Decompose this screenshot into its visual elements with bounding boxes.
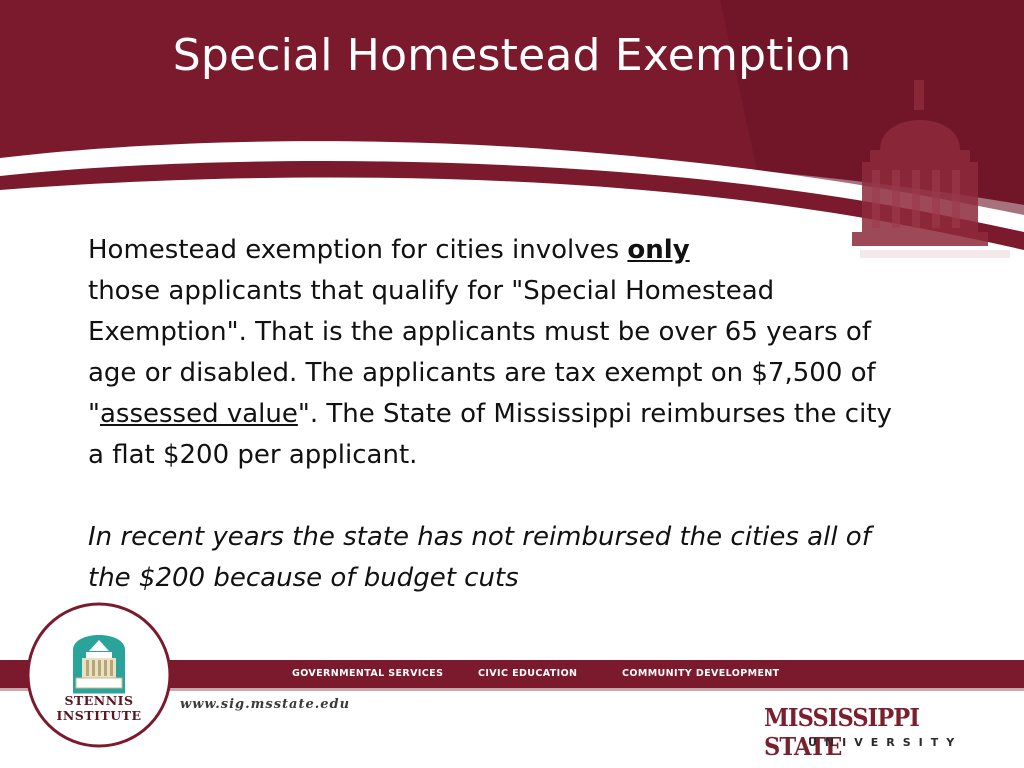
logo-text-institute: INSTITUTE	[56, 708, 142, 723]
footer-link-governmental-services[interactable]: GOVERNMENTAL SERVICES	[292, 668, 444, 679]
body-emphasis-only: only	[627, 235, 690, 265]
italic-line-2: the $200 because of budget cuts	[88, 563, 519, 593]
stennis-institute-logo	[26, 602, 172, 748]
body-line-3: Exemption". That is the applicants must be over 65 years of	[88, 317, 871, 347]
slide-title: Special Homestead Exemption	[172, 30, 852, 81]
body-line-5	[88, 394, 948, 435]
footer-link-civic-education[interactable]: CIVIC EDUCATION	[478, 668, 578, 679]
body-line-1	[88, 230, 948, 271]
slide-body	[88, 230, 948, 599]
university-name: MISSISSIPPI STATE	[764, 703, 919, 761]
body-line-5-rest: ". The State of Mississippi reimburses the city	[297, 399, 892, 429]
body-emphasis-assessed-value: assessed value	[99, 399, 298, 429]
paragraph-spacer	[88, 476, 948, 517]
website-url[interactable]: www.sig.msstate.edu	[180, 697, 351, 712]
body-line-6: a flat $200 per applicant.	[88, 440, 418, 470]
university-subtitle: UNIVERSITY	[808, 736, 963, 749]
body-line-2: those applicants that qualify for "Special Homestead	[88, 276, 775, 306]
footer-link-community-development[interactable]: COMMUNITY DEVELOPMENT	[622, 668, 780, 679]
body-line-1-text: Homestead exemption for cities involves	[88, 235, 628, 265]
quote-open: "	[88, 399, 100, 429]
italic-line-1: In recent years the state has not reimbursed the cities all of	[88, 522, 871, 552]
logo-text-stennis: STENNIS	[64, 693, 134, 708]
body-line-4: age or disabled. The applicants are tax exempt on $7,500 of	[88, 358, 876, 388]
